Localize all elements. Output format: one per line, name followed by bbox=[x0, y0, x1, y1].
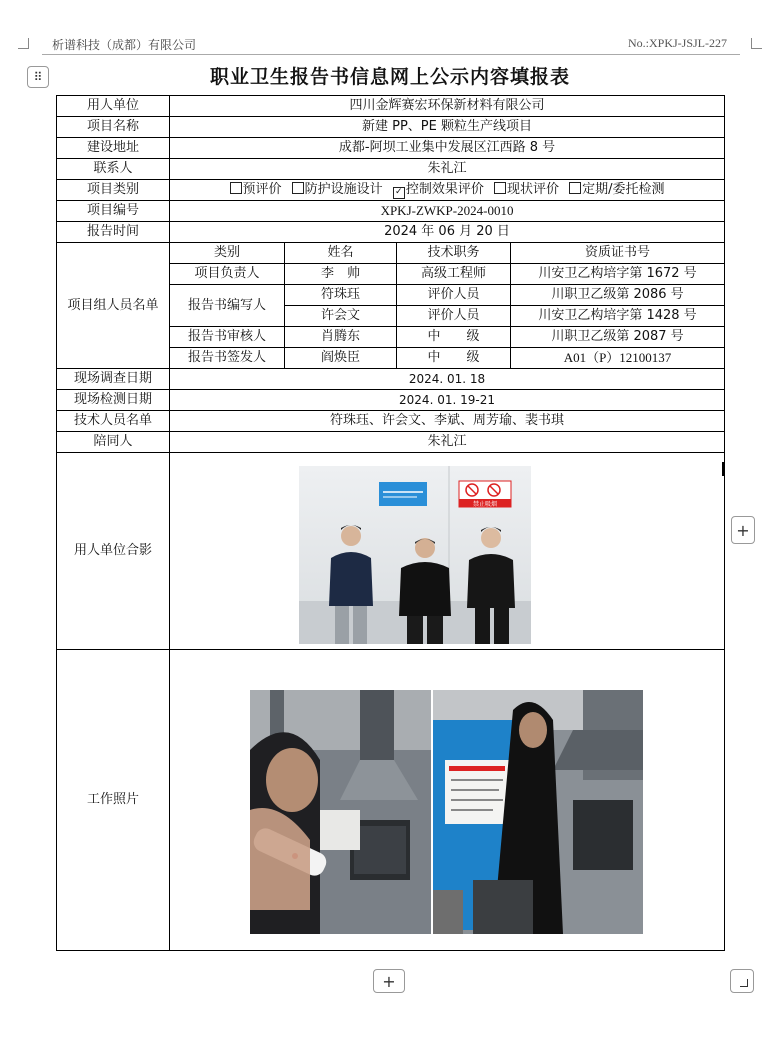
value-employer[interactable]: 四川金辉赛宏环保新材料有限公司 bbox=[170, 96, 725, 117]
team-header-cert: 资质证书号 bbox=[511, 243, 725, 264]
team-role: 项目负责人 bbox=[170, 264, 285, 285]
value-address[interactable]: 成都-阿坝工业集中发展区江西路 8 号 bbox=[170, 138, 725, 159]
text-cursor bbox=[722, 462, 725, 476]
team-cert[interactable]: A01（P）12100137 bbox=[511, 348, 725, 369]
row-companion bbox=[57, 432, 725, 453]
group-photo-image[interactable] bbox=[299, 466, 531, 644]
team-name[interactable]: 阎焕臣 bbox=[285, 348, 397, 369]
team-header-row bbox=[57, 243, 725, 264]
team-cert[interactable]: 川职卫乙级第 2086 号 bbox=[511, 285, 725, 306]
value-tech-staff[interactable]: 符珠珏、许会文、李斌、周芳瑜、裴书琪 bbox=[170, 411, 725, 432]
value-project-no[interactable]: XPKJ-ZWKP-2024-0010 bbox=[170, 201, 725, 222]
label-team: 项目组人员名单 bbox=[57, 243, 170, 369]
label-employer: 用人单位 bbox=[57, 96, 170, 117]
row-group-photo bbox=[57, 453, 725, 650]
option-control-effect[interactable]: ✓ 控制效果评价 bbox=[393, 182, 484, 197]
row-project-type bbox=[57, 180, 725, 201]
label-survey-date: 现场调查日期 bbox=[57, 369, 170, 390]
header-rule bbox=[42, 54, 740, 55]
team-name[interactable]: 李 帅 bbox=[285, 264, 397, 285]
team-cert[interactable]: 川职卫乙级第 2087 号 bbox=[511, 327, 725, 348]
team-role: 报告书签发人 bbox=[170, 348, 285, 369]
team-role: 报告书编写人 bbox=[170, 285, 285, 327]
table-resize-handle-icon[interactable] bbox=[730, 969, 754, 993]
checkbox-icon[interactable] bbox=[569, 182, 581, 194]
team-name[interactable]: 许会文 bbox=[285, 306, 397, 327]
page-corner-mark bbox=[751, 38, 762, 49]
team-header-title: 技术职务 bbox=[397, 243, 511, 264]
team-title[interactable]: 评价人员 bbox=[397, 285, 511, 306]
label-report-date: 报告时间 bbox=[57, 222, 170, 243]
page-corner-mark bbox=[18, 38, 29, 49]
team-title[interactable]: 高级工程师 bbox=[397, 264, 511, 285]
value-contact[interactable]: 朱礼江 bbox=[170, 159, 725, 180]
team-cert[interactable]: 川安卫乙构培字第 1672 号 bbox=[511, 264, 725, 285]
value-survey-date[interactable]: 2024. 01. 18 bbox=[170, 369, 725, 390]
row-report-date bbox=[57, 222, 725, 243]
row-tech-staff bbox=[57, 411, 725, 432]
report-form-table bbox=[56, 95, 725, 951]
team-cert[interactable]: 川安卫乙构培字第 1428 号 bbox=[511, 306, 725, 327]
label-project-no: 项目编号 bbox=[57, 201, 170, 222]
team-header-role: 类别 bbox=[170, 243, 285, 264]
team-name[interactable]: 符珠珏 bbox=[285, 285, 397, 306]
label-address: 建设地址 bbox=[57, 138, 170, 159]
row-employer bbox=[57, 96, 725, 117]
team-title[interactable]: 中 级 bbox=[397, 348, 511, 369]
label-test-date: 现场检测日期 bbox=[57, 390, 170, 411]
work-photos-cell bbox=[170, 650, 725, 951]
table-move-handle-icon[interactable]: ⠿ bbox=[27, 66, 49, 88]
team-header-name: 姓名 bbox=[285, 243, 397, 264]
label-contact: 联系人 bbox=[57, 159, 170, 180]
svg-text:禁止吸烟: 禁止吸烟 bbox=[472, 501, 498, 508]
row-address bbox=[57, 138, 725, 159]
page-title: 职业卫生报告书信息网上公示内容填报表 bbox=[209, 66, 570, 88]
value-project-name[interactable]: 新建 PP、PE 颗粒生产线项目 bbox=[170, 117, 725, 138]
value-companion[interactable]: 朱礼江 bbox=[170, 432, 725, 453]
work-photo-right-image[interactable] bbox=[433, 690, 643, 934]
checkbox-icon[interactable] bbox=[494, 182, 506, 194]
label-group-photo: 用人单位合影 bbox=[57, 453, 170, 650]
add-column-button[interactable]: + bbox=[731, 516, 755, 544]
label-tech-staff: 技术人员名单 bbox=[57, 411, 170, 432]
row-project-no bbox=[57, 201, 725, 222]
option-periodic-test[interactable]: 定期/委托检测 bbox=[569, 182, 664, 197]
value-test-date[interactable]: 2024. 01. 19-21 bbox=[170, 390, 725, 411]
header-doc-number: No.:XPKJ-JSJL-227 bbox=[627, 36, 727, 50]
row-contact bbox=[57, 159, 725, 180]
group-photo-cell bbox=[170, 453, 725, 650]
project-type-options bbox=[170, 180, 725, 201]
option-pre-evaluation[interactable]: 预评价 bbox=[230, 182, 282, 197]
row-project-name bbox=[57, 117, 725, 138]
option-status-evaluation[interactable]: 现状评价 bbox=[494, 182, 559, 197]
team-role: 报告书审核人 bbox=[170, 327, 285, 348]
add-row-button[interactable]: + bbox=[373, 969, 405, 993]
team-title[interactable]: 中 级 bbox=[397, 327, 511, 348]
team-title[interactable]: 评价人员 bbox=[397, 306, 511, 327]
label-work-photos: 工作照片 bbox=[57, 650, 170, 951]
row-survey-date bbox=[57, 369, 725, 390]
value-report-date[interactable]: 2024 年 06 月 20 日 bbox=[170, 222, 725, 243]
checkbox-checked-icon[interactable]: ✓ bbox=[393, 187, 405, 199]
label-project-name: 项目名称 bbox=[57, 117, 170, 138]
row-test-date bbox=[57, 390, 725, 411]
checkbox-icon[interactable] bbox=[230, 182, 242, 194]
label-project-type: 项目类别 bbox=[57, 180, 170, 201]
work-photo-left-image[interactable] bbox=[250, 690, 431, 934]
option-protection-design[interactable]: 防护设施设计 bbox=[292, 182, 383, 197]
header-company: 析谱科技（成都）有限公司 bbox=[52, 38, 197, 52]
checkbox-icon[interactable] bbox=[292, 182, 304, 194]
label-companion: 陪同人 bbox=[57, 432, 170, 453]
team-name[interactable]: 肖腾东 bbox=[285, 327, 397, 348]
row-work-photos bbox=[57, 650, 725, 951]
